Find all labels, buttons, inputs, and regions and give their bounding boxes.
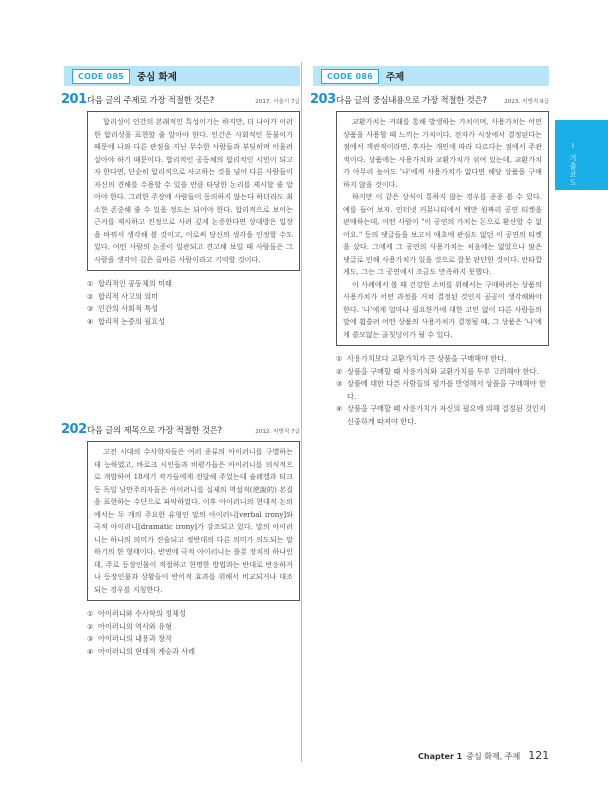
answer-choices [87,278,300,328]
question-header [61,92,300,107]
code-header [313,66,549,86]
choice-text: 합리적 사고의 의미 [98,291,159,301]
choice-text: 상품을 구매할 때 사용가치와 교환가치를 두루 고려해야 한다. [347,366,539,376]
choice-text: 합리적인 공동체의 미래 [98,279,173,288]
passage-box [87,441,300,601]
choice-text: 아이러니의 현대적 계승과 사례 [98,646,196,656]
passage-paragraph: 하지만 이 같은 상식이 통하지 않는 경우를 종종 볼 수 있다. 예를 들어 보자. 인터넷 커뮤니티에서 백만 원짜리 공연 티켓을 판매하는데, 어떤 사람이 "이 공연의 가치는 돈으로 환산할 수 없어요." 등의 댓글들을 보고서 애초에 관심도 없던 이 공연의 티켓을 샀다. 그에게 그 공연의 사용가치는 처음에는 없었으나 많은 댓글로 인해 사용가치가 있을 것으로 잘못 판단한 것이다. 안타깝게도, 그는 그 공연에서 조금도 만족하지 못했다. [343,192,542,276]
passage-paragraph: 교환가치는 거래를 통해 발생하는 가치이며, 사용가치는 어떤 상품을 사용할 때 느끼는 가치이다. 전자가 시장에서 결정된다는 점에서 객관적이라면, 후자는 개인에 따라 다르다는 점에서 주관적이다. 상품에는 사용가치와 교환가치가 섞여 있는데, 교환가치가 아무리 높아도 '나'에게 사용가치가 없다면 해당 상품을 구매하지 않을 것이다. [343,117,542,189]
page-footer [418,749,549,762]
passage-paragraph: 합리성이 인간의 본래적인 특성이기는 하지만, 더 나아가 이러한 합리성을 표현할 줄 알아야 한다. 인간은 사회적인 동물이기 때문에 나와 다른 관점을 지닌 무수한 사람들과 부딪히며 어울려 살아야 하기 때문이다. 합리적인 공동체의 합리적인 시민이 되고자 한다면, 단순히 합리적으로 사고하는 것을 넘어 다른 사람들이 자신의 견해를 수용할 수 있을 만큼 타당한 논리를 제시할 줄 알아야 한다. 그러한 주장에 사람들이 동의하지 않는다 하더라도 최소한 존중해 줄 수 있을 정도는 되어야 한다. 합리적으로 보이는 근거를 제시하고 진정으로 사려 깊게 논증한다면 상대방은 입장을 바꿔서 생각해 볼 것이고, 이로써 당신의 생각을 인정할 수도 있다. 어떤 사람의 논증이 일관되고 견고해 보일 때 사람들은 그 사람을 생각이 깊은 올바른 사람이라고 기억할 것이다. [94,117,293,264]
choice-4[interactable] [336,403,549,428]
choice-number: ① [87,279,94,288]
question-prompt: 다음 글의 제목으로 가장 적절한 것은? [87,425,222,435]
choice-number: ② [87,621,94,631]
choice-2[interactable] [336,366,549,379]
choice-number: ④ [87,646,94,656]
question-203 [310,92,549,428]
choice-text: 사용가치보다 교환가치가 큰 상품을 구매해야 한다. [347,354,507,363]
code-tag: CODE 085 [72,69,130,84]
answer-choices [336,353,549,428]
choice-3[interactable] [87,633,300,646]
footer-chapter-title: 중심 화제, 주제 [466,752,521,761]
choice-number: ③ [87,634,94,643]
chapter-side-tab[interactable] [555,120,608,190]
question-header [310,92,549,107]
right-column [310,66,549,428]
choice-text: 아이러니와 수사학의 정체성 [98,609,186,618]
choice-text: 상품을 구매할 때 사용가치가 자신의 필요에 의해 결정된 것인지 신중하게 따져야 한다. [347,404,546,426]
side-tab-label: Ⅰ 기출코드 [569,142,577,187]
choice-number: ④ [87,316,94,326]
left-column [61,66,300,658]
choice-number: ① [87,609,94,618]
choice-text: 상품에 대한 다른 사람들의 평가를 반영해서 상품을 구매해야 한다. [347,379,546,401]
passage-box [87,111,300,271]
choice-2[interactable] [87,621,300,634]
choice-text: 아이러니의 내용과 창작 [98,634,173,643]
passage-paragraph: 이 사례에서 볼 때 건강한 소비를 위해서는 구매하려는 상품의 사용가치가 어떤 과정을 거쳐 결정된 것인지 곰곰이 생각해봐야 한다. '나'에게 얼마나 필요한가에 대한 고민 없이 다른 사람들의 말에 휩쓸려 어떤 상품의 사용가치가 결정될 때, 그 상품은 '나'에게 쓸모없는 골칫덩이가 될 수 있다. [343,279,542,339]
choice-number: ① [336,354,343,363]
choice-1[interactable] [336,353,549,366]
choice-1[interactable] [87,278,300,291]
choice-3[interactable] [87,303,300,316]
page-number: 121 [528,749,550,762]
passage-box [336,111,549,346]
question-source: 2012. 지방직 7급 [255,429,300,435]
question-202 [61,422,300,658]
footer-chapter: Chapter 1 [418,752,463,761]
answer-choices [87,608,300,658]
choice-4[interactable] [87,316,300,329]
choice-1[interactable] [87,608,300,621]
code-header [64,66,300,86]
question-header [61,422,300,437]
code-title: 중심 화제 [136,72,177,83]
choice-text: 아이러니의 역사와 유형 [98,621,173,631]
question-source: 2023. 지방직 9급 [504,99,549,105]
choice-number: ④ [336,404,343,413]
choice-3[interactable] [336,378,549,403]
choice-text: 합리적 논증의 필요성 [98,316,166,326]
question-number: 203 [310,92,336,107]
choice-number: ③ [336,379,343,388]
code-tag: CODE 086 [321,69,379,84]
question-source: 2017. 서울시 7급 [255,99,300,105]
choice-number: ③ [87,304,94,313]
question-prompt: 다음 글의 주제로 가장 적절한 것은? [87,95,215,105]
question-201 [61,92,300,328]
choice-text: 인간의 사회적 특성 [98,304,159,313]
question-number: 201 [61,92,87,107]
column-divider [301,62,302,762]
choice-number: ② [87,291,94,301]
code-title: 주제 [385,72,405,83]
choice-4[interactable] [87,646,300,659]
question-number: 202 [61,422,87,437]
passage-paragraph: 고전 시대의 수사학자들은 여러 종류의 아이러니를 구별하는 데 능하였고, 바로크 시인들과 비평가들은 아이러니를 의식적으로 개발하여 18세기 작가들에게 전달해 주었는데 슐레겔과 티크 등 독일 낭만주의자들은 아이러니를 실제의 역설적(逆說的) 본질을 표현하는 수단으로 파악하였다. 이후 아이러니의 현대적 논의에서는 두 개의 주요한 유형인 말의 아이러니[verbal irony]와 극적 아이러니[dramatic irony]가 강조되고 있다. 말의 아이러니는 하나의 의미가 진술되고 정반대의 다른 의미가 의도되는 말하기의 한 형태이다. 반면에 극적 아이러니는 플롯 장치의 하나인데, 주로 등장인물이 적절하고 현명한 방법과는 반대로 반응하거나 등장인물과 상황들이 반어적 효과를 위해서 비교되거나 대조되는 경우를 지칭한다. [94,447,293,594]
choice-number: ② [336,366,343,376]
question-prompt: 다음 글의 중심내용으로 가장 적절한 것은? [336,95,487,105]
choice-2[interactable] [87,291,300,304]
